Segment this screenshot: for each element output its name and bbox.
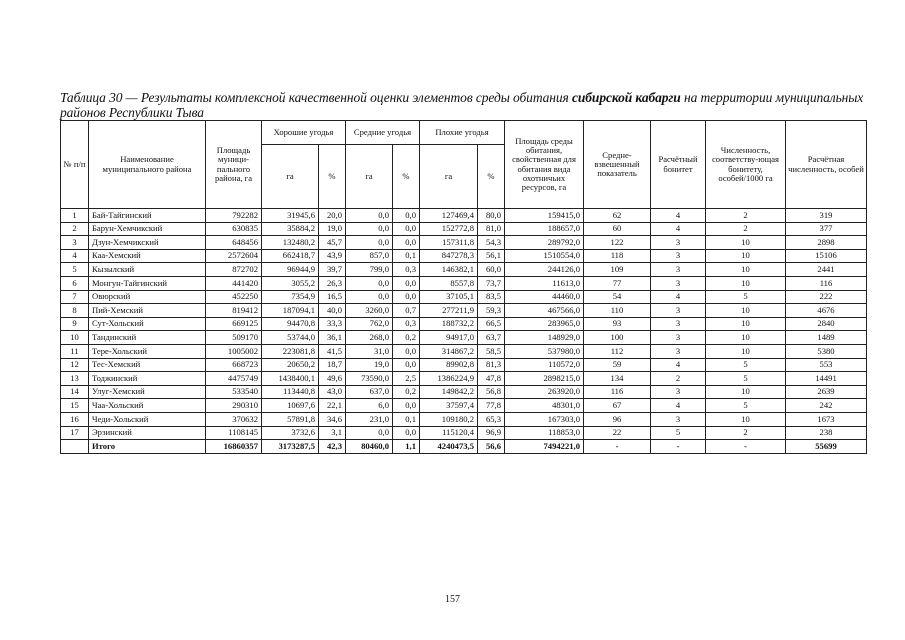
district-area: 2572604 — [206, 249, 262, 263]
caption-species: сибирской кабарги — [571, 90, 681, 105]
medium-pct: 0,0 — [393, 344, 420, 358]
density: 10 — [706, 249, 786, 263]
weighted-index: 122 — [584, 236, 651, 250]
poor-pct: 56,8 — [478, 385, 505, 399]
district-name: Кызылский — [89, 263, 206, 277]
weighted-index: 134 — [584, 372, 651, 386]
poor-pct: 47,8 — [478, 372, 505, 386]
habitat-area: 263920,0 — [505, 385, 584, 399]
bonitet: 3 — [651, 249, 706, 263]
bonitet: 4 — [651, 399, 706, 413]
weighted-index: 54 — [584, 290, 651, 304]
district-area: 290310 — [206, 399, 262, 413]
weighted-index: 60 — [584, 222, 651, 236]
header-medium-ha: га — [346, 145, 393, 209]
row-number: 14 — [61, 385, 89, 399]
medium-pct: 0,1 — [393, 412, 420, 426]
district-area: 370632 — [206, 412, 262, 426]
medium-ha: 0,0 — [346, 209, 393, 223]
district-name: Тере-Хольский — [89, 344, 206, 358]
good-ha: 10697,6 — [262, 399, 319, 413]
poor-pct: 58,5 — [478, 344, 505, 358]
bonitet: 4 — [651, 222, 706, 236]
table-row — [61, 263, 867, 277]
good-pct: 3,1 — [319, 426, 346, 440]
poor-pct: 77,8 — [478, 399, 505, 413]
density: 5 — [706, 358, 786, 372]
district-area: 630835 — [206, 222, 262, 236]
habitat-area: 167303,0 — [505, 412, 584, 426]
good-pct: 34,6 — [319, 412, 346, 426]
medium-ha: 0,0 — [346, 426, 393, 440]
district-name: Каа-Хемский — [89, 249, 206, 263]
header-name: Наименование муниципального района — [89, 121, 206, 209]
district-name: Тоджинский — [89, 372, 206, 386]
good-ha: 3732,6 — [262, 426, 319, 440]
row-number: 13 — [61, 372, 89, 386]
district-area: 533540 — [206, 385, 262, 399]
habitat-area: 467566,0 — [505, 304, 584, 318]
header-poor: Плохие угодья — [420, 121, 505, 145]
total-medium-pct: 1,1 — [393, 440, 420, 454]
good-ha: 7354,9 — [262, 290, 319, 304]
habitat-area: 11613,0 — [505, 276, 584, 290]
poor-ha: 89902,8 — [420, 358, 478, 372]
district-name: Сут-Хольский — [89, 317, 206, 331]
poor-pct: 80,0 — [478, 209, 505, 223]
weighted-index: 96 — [584, 412, 651, 426]
total-poor-pct: 56,6 — [478, 440, 505, 454]
weighted-index: 67 — [584, 399, 651, 413]
table-row — [61, 276, 867, 290]
district-area: 669125 — [206, 317, 262, 331]
medium-pct: 0,3 — [393, 263, 420, 277]
district-name: Овюрский — [89, 290, 206, 304]
row-number: 16 — [61, 412, 89, 426]
medium-pct: 0,0 — [393, 276, 420, 290]
poor-ha: 127469,4 — [420, 209, 478, 223]
district-name: Бай-Тайгинский — [89, 209, 206, 223]
density: 5 — [706, 372, 786, 386]
good-ha: 96944,9 — [262, 263, 319, 277]
poor-pct: 59,3 — [478, 304, 505, 318]
habitat-area: 289792,0 — [505, 236, 584, 250]
medium-pct: 0,2 — [393, 385, 420, 399]
good-pct: 20,0 — [319, 209, 346, 223]
header-weighted: Средне-взвешенный показатель — [584, 121, 651, 209]
medium-pct: 0,0 — [393, 222, 420, 236]
population: 2441 — [786, 263, 867, 277]
district-area: 872702 — [206, 263, 262, 277]
habitat-area: 188657,0 — [505, 222, 584, 236]
header-num: № п/п — [61, 121, 89, 209]
table-body — [61, 209, 867, 454]
population: 553 — [786, 358, 867, 372]
district-name: Тандинский — [89, 331, 206, 345]
poor-ha: 115120,4 — [420, 426, 478, 440]
row-number: 9 — [61, 317, 89, 331]
good-pct: 18,7 — [319, 358, 346, 372]
population: 1673 — [786, 412, 867, 426]
population: 15106 — [786, 249, 867, 263]
medium-pct: 2,5 — [393, 372, 420, 386]
bonitet: 3 — [651, 412, 706, 426]
good-pct: 49,6 — [319, 372, 346, 386]
good-pct: 26,3 — [319, 276, 346, 290]
weighted-index: 62 — [584, 209, 651, 223]
poor-ha: 847278,3 — [420, 249, 478, 263]
bonitet: 3 — [651, 344, 706, 358]
density: 2 — [706, 426, 786, 440]
medium-ha: 268,0 — [346, 331, 393, 345]
density: 10 — [706, 236, 786, 250]
good-pct: 40,0 — [319, 304, 346, 318]
poor-pct: 81,0 — [478, 222, 505, 236]
weighted-index: 93 — [584, 317, 651, 331]
bonitet: 3 — [651, 331, 706, 345]
row-number: 6 — [61, 276, 89, 290]
medium-ha: 3260,0 — [346, 304, 393, 318]
district-area: 819412 — [206, 304, 262, 318]
medium-ha: 0,0 — [346, 222, 393, 236]
district-name: Барун-Хемчикский — [89, 222, 206, 236]
density: 10 — [706, 385, 786, 399]
total-good-pct: 42,3 — [319, 440, 346, 454]
header-good-pct: % — [319, 145, 346, 209]
bonitet: 2 — [651, 372, 706, 386]
total-bonitet: - — [651, 440, 706, 454]
header-medium-pct: % — [393, 145, 420, 209]
district-area: 509170 — [206, 331, 262, 345]
table-row — [61, 385, 867, 399]
total-row-number — [61, 440, 89, 454]
total-medium-ha: 80460,0 — [346, 440, 393, 454]
district-area: 1108145 — [206, 426, 262, 440]
district-name: Чаа-Хольский — [89, 399, 206, 413]
medium-pct: 0,3 — [393, 317, 420, 331]
bonitet: 4 — [651, 290, 706, 304]
population: 238 — [786, 426, 867, 440]
medium-ha: 0,0 — [346, 276, 393, 290]
total-row — [61, 440, 867, 454]
density: 10 — [706, 412, 786, 426]
habitat-area: 244126,0 — [505, 263, 584, 277]
good-pct: 36,1 — [319, 331, 346, 345]
table-caption — [60, 90, 880, 120]
weighted-index: 110 — [584, 304, 651, 318]
weighted-index: 77 — [584, 276, 651, 290]
district-name: Чеди-Хольский — [89, 412, 206, 426]
district-area: 1005002 — [206, 344, 262, 358]
poor-ha: 157311,8 — [420, 236, 478, 250]
medium-pct: 0,2 — [393, 331, 420, 345]
header-bonitet: Расчётный бонитет — [651, 121, 706, 209]
row-number: 15 — [61, 399, 89, 413]
header-poor-pct: % — [478, 145, 505, 209]
district-area: 441420 — [206, 276, 262, 290]
density: 5 — [706, 290, 786, 304]
good-pct: 45,7 — [319, 236, 346, 250]
population: 242 — [786, 399, 867, 413]
good-ha: 20650,2 — [262, 358, 319, 372]
good-pct: 41,5 — [319, 344, 346, 358]
medium-ha: 799,0 — [346, 263, 393, 277]
table-row — [61, 372, 867, 386]
habitat-area: 2898215,0 — [505, 372, 584, 386]
population: 1489 — [786, 331, 867, 345]
header-habitat: Площадь среды обитания, свойственная для обитания вида охотничьих ресурсов, га — [505, 121, 584, 209]
density: 5 — [706, 399, 786, 413]
habitat-area: 159415,0 — [505, 209, 584, 223]
poor-ha: 109180,2 — [420, 412, 478, 426]
table-row — [61, 426, 867, 440]
district-area: 648456 — [206, 236, 262, 250]
assessment-table — [60, 120, 867, 454]
habitat-area: 283965,0 — [505, 317, 584, 331]
row-number: 12 — [61, 358, 89, 372]
row-number: 10 — [61, 331, 89, 345]
good-ha: 35884,2 — [262, 222, 319, 236]
district-area: 668723 — [206, 358, 262, 372]
habitat-area: 44460,0 — [505, 290, 584, 304]
density: 10 — [706, 317, 786, 331]
good-ha: 132480,2 — [262, 236, 319, 250]
population: 222 — [786, 290, 867, 304]
good-ha: 3055,2 — [262, 276, 319, 290]
table-row — [61, 249, 867, 263]
bonitet: 3 — [651, 236, 706, 250]
good-pct: 33,3 — [319, 317, 346, 331]
weighted-index: 118 — [584, 249, 651, 263]
poor-pct: 96,9 — [478, 426, 505, 440]
bonitet: 5 — [651, 426, 706, 440]
total-poor-ha: 4240473,5 — [420, 440, 478, 454]
header-area: Площадь муници-пального района, га — [206, 121, 262, 209]
poor-ha: 188732,2 — [420, 317, 478, 331]
poor-ha: 37105,1 — [420, 290, 478, 304]
district-name: Дзун-Хемчикский — [89, 236, 206, 250]
population: 4676 — [786, 304, 867, 318]
medium-ha: 6,0 — [346, 399, 393, 413]
district-area: 792282 — [206, 209, 262, 223]
density: 10 — [706, 304, 786, 318]
population: 2898 — [786, 236, 867, 250]
habitat-area: 537980,0 — [505, 344, 584, 358]
medium-ha: 0,0 — [346, 236, 393, 250]
district-area: 4475749 — [206, 372, 262, 386]
medium-pct: 0,0 — [393, 399, 420, 413]
district-name: Эрзинский — [89, 426, 206, 440]
medium-pct: 0,0 — [393, 426, 420, 440]
weighted-index: 22 — [584, 426, 651, 440]
poor-ha: 149842,2 — [420, 385, 478, 399]
density: 2 — [706, 209, 786, 223]
table-row — [61, 358, 867, 372]
poor-pct: 54,3 — [478, 236, 505, 250]
medium-ha: 73590,0 — [346, 372, 393, 386]
row-number: 5 — [61, 263, 89, 277]
bonitet: 3 — [651, 304, 706, 318]
bonitet: 3 — [651, 317, 706, 331]
weighted-index: 112 — [584, 344, 651, 358]
poor-ha: 314867,2 — [420, 344, 478, 358]
density: 10 — [706, 263, 786, 277]
row-number: 17 — [61, 426, 89, 440]
header-density: Численность, соответству-ющая бонитету, особей/1000 га — [706, 121, 786, 209]
good-ha: 94470,8 — [262, 317, 319, 331]
population: 319 — [786, 209, 867, 223]
poor-ha: 152772,8 — [420, 222, 478, 236]
header-good: Хорошие угодья — [262, 121, 346, 145]
poor-ha: 146382,1 — [420, 263, 478, 277]
medium-pct: 0,0 — [393, 358, 420, 372]
medium-ha: 0,0 — [346, 290, 393, 304]
medium-ha: 231,0 — [346, 412, 393, 426]
row-number: 3 — [61, 236, 89, 250]
density: 2 — [706, 222, 786, 236]
good-pct: 22,1 — [319, 399, 346, 413]
good-ha: 31945,6 — [262, 209, 319, 223]
row-number: 11 — [61, 344, 89, 358]
header-medium: Средние угодья — [346, 121, 420, 145]
good-ha: 53744,0 — [262, 331, 319, 345]
weighted-index: 109 — [584, 263, 651, 277]
population: 14491 — [786, 372, 867, 386]
medium-ha: 31,0 — [346, 344, 393, 358]
table-row — [61, 412, 867, 426]
weighted-index: 59 — [584, 358, 651, 372]
medium-pct: 0,0 — [393, 236, 420, 250]
district-area: 452250 — [206, 290, 262, 304]
medium-pct: 0,0 — [393, 209, 420, 223]
good-pct: 43,0 — [319, 385, 346, 399]
good-ha: 662418,7 — [262, 249, 319, 263]
row-number: 1 — [61, 209, 89, 223]
habitat-area: 118853,0 — [505, 426, 584, 440]
weighted-index: 100 — [584, 331, 651, 345]
good-ha: 1438400,1 — [262, 372, 319, 386]
habitat-area: 110572,0 — [505, 358, 584, 372]
density: 10 — [706, 344, 786, 358]
population: 2639 — [786, 385, 867, 399]
total-population: 55699 — [786, 440, 867, 454]
caption-suffix: на территории муниципальных районов Республики Тыва — [60, 90, 864, 120]
poor-ha: 94917,0 — [420, 331, 478, 345]
row-number: 4 — [61, 249, 89, 263]
weighted-index: 116 — [584, 385, 651, 399]
medium-ha: 19,0 — [346, 358, 393, 372]
caption-prefix: Таблица 30 — Результаты комплексной качественной оценки элементов среды обитания — [60, 90, 572, 105]
district-name: Пий-Хемский — [89, 304, 206, 318]
poor-ha: 8557,8 — [420, 276, 478, 290]
table-row — [61, 222, 867, 236]
district-name: Монгун-Тайгинский — [89, 276, 206, 290]
poor-ha: 1386224,9 — [420, 372, 478, 386]
poor-pct: 66,5 — [478, 317, 505, 331]
table-row — [61, 399, 867, 413]
bonitet: 4 — [651, 209, 706, 223]
good-pct: 16,5 — [319, 290, 346, 304]
medium-pct: 0,7 — [393, 304, 420, 318]
poor-pct: 83,5 — [478, 290, 505, 304]
habitat-area: 1510554,0 — [505, 249, 584, 263]
habitat-area: 148929,0 — [505, 331, 584, 345]
table-row — [61, 317, 867, 331]
total-weighted-index: - — [584, 440, 651, 454]
habitat-area: 48301,0 — [505, 399, 584, 413]
bonitet: 3 — [651, 263, 706, 277]
page-number: 157 — [445, 594, 460, 605]
density: 10 — [706, 276, 786, 290]
poor-pct: 65,3 — [478, 412, 505, 426]
table-row — [61, 236, 867, 250]
poor-pct: 63,7 — [478, 331, 505, 345]
table-row — [61, 331, 867, 345]
medium-pct: 0,1 — [393, 249, 420, 263]
medium-ha: 637,0 — [346, 385, 393, 399]
total-habitat-area: 7494221,0 — [505, 440, 584, 454]
good-pct: 43,9 — [319, 249, 346, 263]
table-row — [61, 290, 867, 304]
header-poor-ha: га — [420, 145, 478, 209]
poor-ha: 277211,9 — [420, 304, 478, 318]
poor-ha: 37597,4 — [420, 399, 478, 413]
table-row — [61, 344, 867, 358]
good-pct: 39,7 — [319, 263, 346, 277]
good-ha: 223081,8 — [262, 344, 319, 358]
density: 10 — [706, 331, 786, 345]
population: 377 — [786, 222, 867, 236]
row-number: 2 — [61, 222, 89, 236]
poor-pct: 73,7 — [478, 276, 505, 290]
good-pct: 19,0 — [319, 222, 346, 236]
row-number: 7 — [61, 290, 89, 304]
population: 5380 — [786, 344, 867, 358]
population: 116 — [786, 276, 867, 290]
bonitet: 4 — [651, 358, 706, 372]
population: 2840 — [786, 317, 867, 331]
total-district-name: Итого — [89, 440, 206, 454]
table-row — [61, 304, 867, 318]
medium-ha: 762,0 — [346, 317, 393, 331]
district-name: Тес-Хемский — [89, 358, 206, 372]
medium-ha: 857,0 — [346, 249, 393, 263]
good-ha: 187094,1 — [262, 304, 319, 318]
total-district-area: 16860357 — [206, 440, 262, 454]
header-good-ha: га — [262, 145, 319, 209]
poor-pct: 60,0 — [478, 263, 505, 277]
district-name: Улуг-Хемский — [89, 385, 206, 399]
bonitet: 3 — [651, 276, 706, 290]
header-population: Расчётная численность, особей — [786, 121, 867, 209]
bonitet: 3 — [651, 385, 706, 399]
poor-pct: 81,3 — [478, 358, 505, 372]
table-row — [61, 209, 867, 223]
total-density: - — [706, 440, 786, 454]
medium-pct: 0,0 — [393, 290, 420, 304]
good-ha: 57891,8 — [262, 412, 319, 426]
good-ha: 113440,8 — [262, 385, 319, 399]
total-good-ha: 3173287,5 — [262, 440, 319, 454]
row-number: 8 — [61, 304, 89, 318]
poor-pct: 56,1 — [478, 249, 505, 263]
